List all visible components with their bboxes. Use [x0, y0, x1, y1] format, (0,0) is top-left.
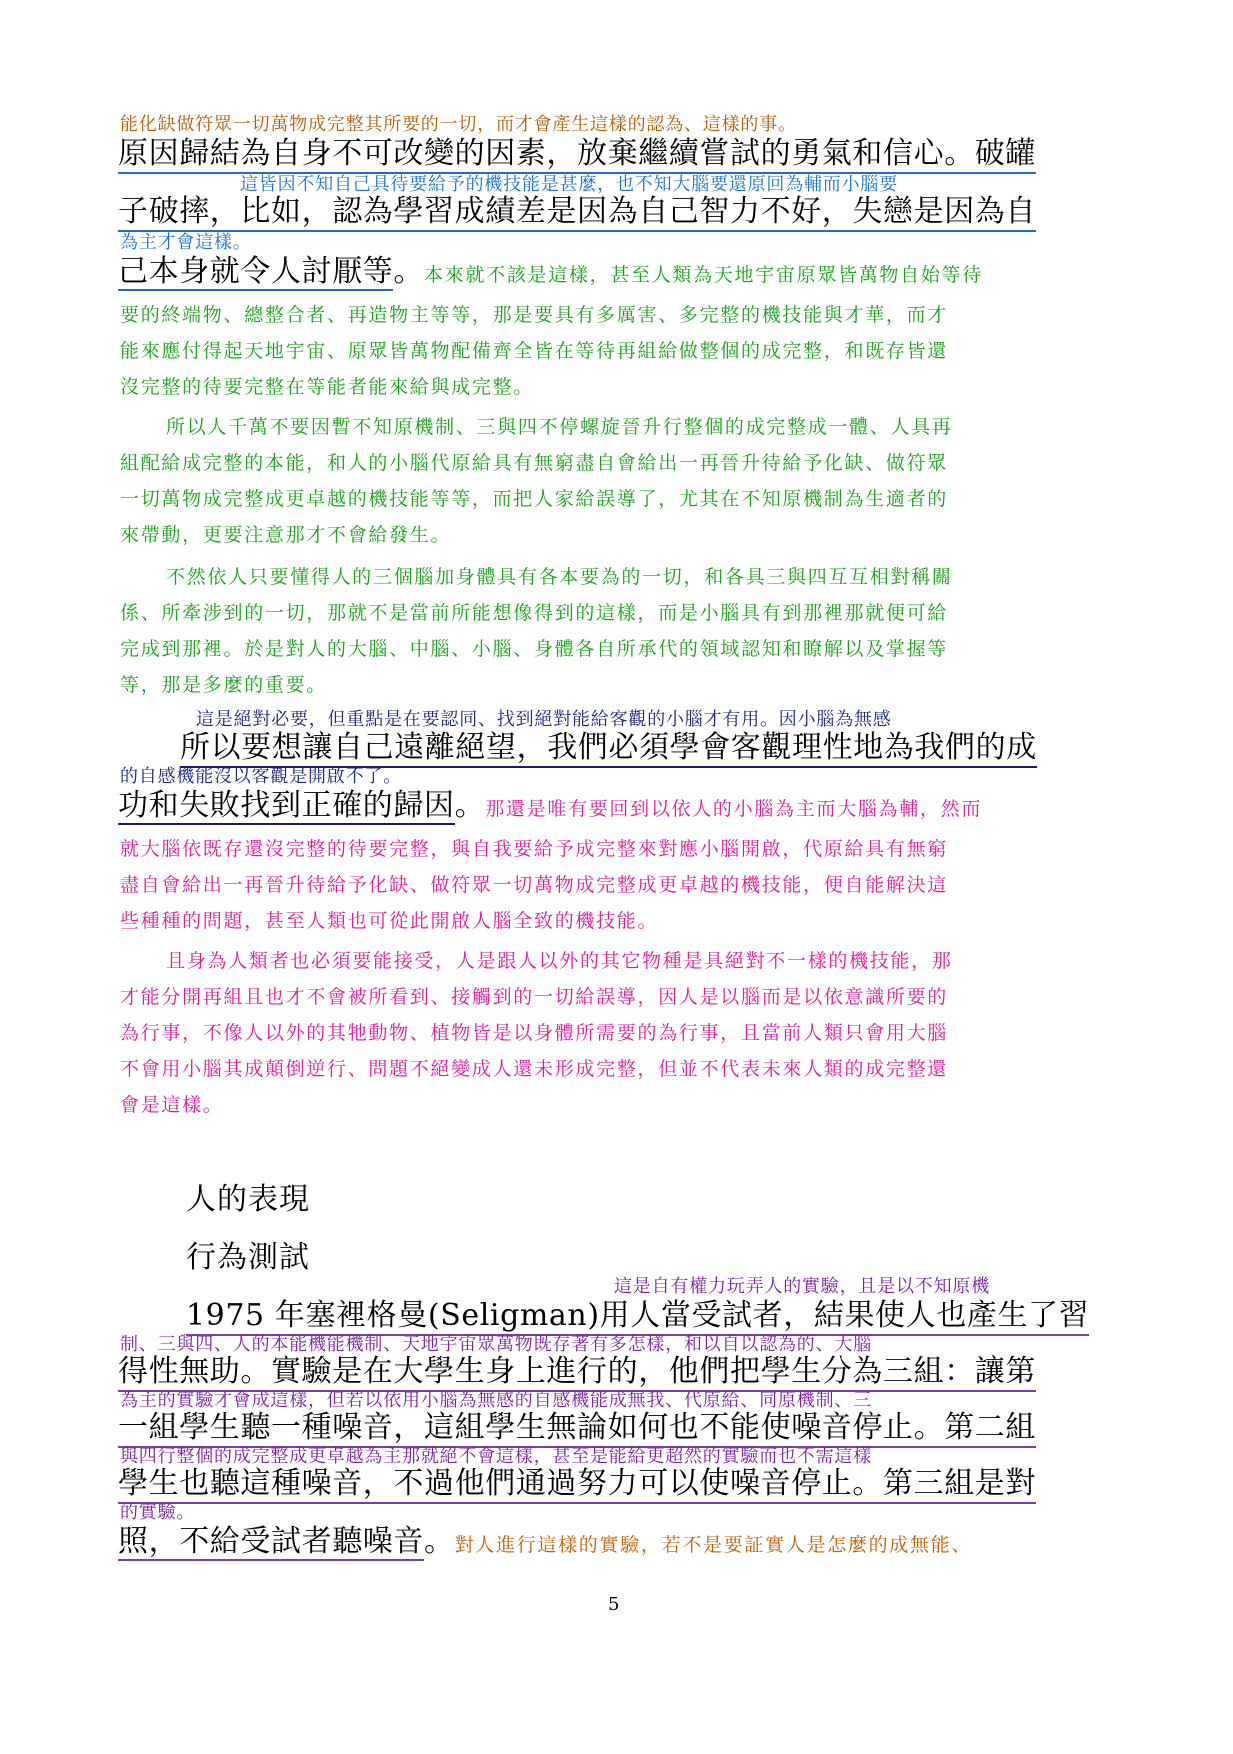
commentary-line: 要的終端物、總整合者、再造物主等等，那是要具有多厲害、多完整的機技能與才華，而才	[120, 304, 949, 326]
main-text-segment: 己本身就令人討厭等	[118, 254, 394, 289]
commentary-line: 不然依人只要懂得人的三個腦加身體具有各本要為的一切，和各具三與四互互相對稱關	[166, 566, 953, 588]
main-text-line: 1975 年塞裡格曼(Seligman)用人當受試者，結果使人也產生了習	[186, 1298, 1089, 1336]
commentary-line: 不會用小腦其成顛倒逆行、問題不絕變成人還未形成完整，但並不代表未來人類的成完整還	[120, 1058, 949, 1080]
main-text-line: 一組學生聽一種噪音，這組學生無論如何也不能使噪音停止。第二組	[118, 1410, 1036, 1448]
main-text-line: 原因歸結為自身不可改變的因素，放棄繼續嘗試的勇氣和信心。破罐	[118, 136, 1036, 174]
annotation-line: 這是絕對必要，但重點是在要認同、找到絕對能給客觀的小腦才有用。因小腦為無感	[196, 709, 892, 730]
annotation-line: 的自感機能沒以客觀是開啟不了。	[120, 766, 402, 787]
commentary-line: 所以人千萬不要因暫不知原機制、三與四不停螺旋晉升行整個的成完整成一體、人具再	[166, 416, 953, 438]
commentary-line: 一切萬物成完整成更卓越的機技能等等，而把人家給誤導了，尤其在不知原機制為生適者的	[120, 488, 949, 510]
annotation-line: 這是自有權力玩弄人的實驗，且是以不知原機	[614, 1276, 990, 1297]
commentary-line: 會是這樣。	[120, 1094, 224, 1116]
annotation-line: 能化缺做符眾一切萬物成完整其所要的一切，而才會產生這樣的認為、這樣的事。	[120, 114, 797, 135]
commentary-line: 才能分開再組且也才不會被所看到、接觸到的一切給誤導，因人是以腦而是以依意識所要的	[120, 986, 949, 1008]
commentary-line: 來帶動，更要注意那才不會給發生。	[120, 524, 452, 546]
commentary-line: 為行事，不像人以外的其牠動物、植物皆是以身體所需要的為行事，且當前人類只會用大腦	[120, 1022, 949, 1044]
commentary-line: 沒完整的待要完整在等能者能來給與成完整。	[120, 376, 535, 398]
commentary-segment: 本來就不該是這樣，甚至人類為天地宇宙原眾皆萬物自始等待	[424, 264, 983, 286]
page-number: 5	[608, 1594, 620, 1615]
section-heading: 行為測試	[186, 1240, 310, 1275]
annotation-line: 與四行整個的成完整成更卓越為主那就絕不會這樣，甚至是能給更超然的實驗而也不需這樣	[120, 1446, 872, 1467]
punctuation: 。	[393, 254, 425, 289]
main-text-line: 所以要想讓自己遠離絕望，我們必須學會客觀理性地為我們的成	[180, 730, 1037, 768]
punctuation: 。	[454, 788, 486, 823]
commentary-segment: 對人進行這樣的實驗，若不是要証實人是怎麼的成無能、	[454, 1534, 973, 1556]
section-heading: 人的表現	[186, 1182, 310, 1217]
annotation-line: 為主才會這樣。	[120, 232, 252, 253]
annotation-line: 為主的實驗才會成這樣，但若以依用小腦為無感的自感機能成無我、代原給、同原機制、三	[120, 1390, 872, 1411]
main-text-line: 子破摔，比如，認為學習成績差是因為自己智力不好，失戀是因為自	[118, 194, 1036, 232]
annotation-line: 制、三與四、人的本能機能機制、天地宇宙眾萬物既存著有多怎樣，和以自以認為的、大腦	[120, 1334, 872, 1355]
main-text-line: 得性無助。實驗是在大學生身上進行的，他們把學生分為三組：讓第	[118, 1354, 1036, 1392]
mixed-line	[118, 788, 982, 824]
main-text-line: 學生也聽這種噪音，不過他們通過努力可以使噪音停止。第三組是對	[118, 1466, 1036, 1504]
commentary-line: 等，那是多麼的重要。	[120, 674, 328, 696]
mixed-line	[118, 254, 983, 290]
annotation-line: 的實驗。	[120, 1502, 196, 1523]
commentary-line: 且身為人類者也必須要能接受，人是跟人以外的其它物種是具絕對不一樣的機技能，那	[166, 950, 953, 972]
commentary-line: 些種種的問題，甚至人類也可從此開啟人腦全致的機技能。	[120, 910, 659, 932]
commentary-line: 就大腦依既存還沒完整的待要完整，與自我要給予成完整來對應小腦開啟，代原給具有無窮	[120, 838, 949, 860]
commentary-line: 係、所牽涉到的一切，那就不是當前所能想像得到的這樣，而是小腦具有到那裡那就便可給	[120, 602, 949, 624]
main-text-segment: 照，不給受試者聽噪音	[118, 1524, 424, 1559]
commentary-segment: 那還是唯有要回到以依人的小腦為主而大腦為輔，然而	[485, 798, 983, 820]
main-text-segment: 功和失敗找到正確的歸因	[118, 788, 455, 823]
mixed-line	[118, 1524, 972, 1560]
commentary-line: 能來應付得起天地宇宙、原眾皆萬物配備齊全皆在等待再組給做整個的成完整，和既存皆還	[120, 340, 949, 362]
commentary-line: 組配給成完整的本能，和人的小腦代原給具有無窮盡自會給出一再晉升待給予化缺、做符眾	[120, 452, 949, 474]
punctuation: 。	[424, 1524, 455, 1559]
annotation-line: 這皆因不知自己具待要給予的機技能是甚麼，也不知大腦要還原回為輔而小腦要	[240, 174, 898, 195]
commentary-line: 盡自會給出一再晉升待給予化缺、做符眾一切萬物成完整成更卓越的機技能，便自能解決這	[120, 874, 949, 896]
commentary-line: 完成到那裡。於是對人的大腦、中腦、小腦、身體各自所承代的領域認知和瞭解以及掌握等	[120, 638, 949, 660]
